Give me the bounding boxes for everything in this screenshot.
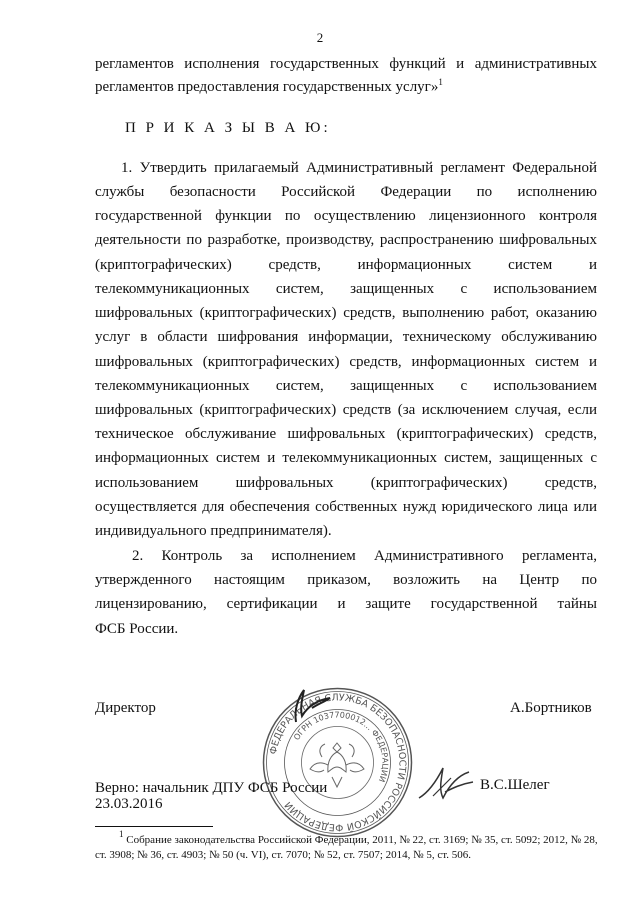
certifier-signature-icon <box>415 762 477 804</box>
item1-line: 1. Утвердить прилагаемый Административный регламент Федеральной <box>121 160 597 176</box>
footnote-line-1 <box>95 829 598 848</box>
item2-line: лицензированию, сертификации и защите государственной тайны <box>95 596 597 612</box>
footnote-ref: 1 <box>438 77 443 87</box>
item1-line: государственной функции по осуществлению лицензионного контроля <box>95 208 597 224</box>
intro-line-1: регламентов исполнения государственных функций и административных <box>95 56 597 72</box>
certifier-name: В.С.Шелег <box>480 777 550 793</box>
page-number: 2 <box>316 30 324 45</box>
footnote-divider <box>95 826 213 827</box>
footnote-text-1: Собрание законодательства Российской Федерации, 2011, № 22, ст. 3169; № 35, ст. 5092; 2012, № 28, <box>126 834 598 846</box>
item1-line: информационных систем и телекоммуникационных систем, защищенных с <box>95 450 597 466</box>
signatory-position: Директор <box>95 700 156 716</box>
item2-line: утвержденного настоящим приказом, возложить на Центр по <box>95 572 597 588</box>
item1-line: услуг в области шифрования информации, техническому обслуживанию <box>95 329 597 345</box>
certification-date: 23.03.2016 <box>95 796 163 812</box>
item1-line: шифровальных (криптографических) средств (за исключением случая, если <box>95 402 597 418</box>
item2-line: 2. Контроль за исполнением Административного регламента, <box>132 548 597 564</box>
item2-line: ФСБ России. <box>95 621 179 637</box>
certification-line: Верно: начальник ДПУ ФСБ России <box>95 780 328 796</box>
item1-line: (криптографических) средств, информационных систем и <box>95 257 597 273</box>
item1-line: шифровальных (криптографических) средств, выполнению работ, оказанию <box>95 305 597 321</box>
item1-line: использованием шифровальных (криптографических) средств, <box>95 475 597 491</box>
item1-line: осуществляется для обеспечения собственных нужд юридического лица или <box>95 499 597 515</box>
item1-line: телекоммуникационных систем, защищенных с использованием <box>95 378 597 394</box>
svg-text:ФЕДЕРАЛЬНАЯ СЛУЖБА БЕЗОПАСНОСТ: ФЕДЕРАЛЬНАЯ СЛУЖБА БЕЗОПАСНОСТИ РОССИЙСКОЙ ФЕДЕРАЦИИ <box>268 692 408 833</box>
director-signature-icon <box>284 686 344 726</box>
item1-line: шифровальных (криптографических) средств, информационных систем и <box>95 354 597 370</box>
item1-line: индивидуального предпринимателя). <box>95 523 332 539</box>
signatory-name: А.Бортников <box>510 700 592 716</box>
footnote-line-2: ст. 3908; № 36, ст. 4903; № 50 (ч. VI), ст. 7070; № 52, ст. 7507; 2014, № 5, ст. 506. <box>95 849 471 861</box>
item1-line: техническое обслуживание шифровальных (криптографических) средств, <box>95 426 597 442</box>
item1-line: службы безопасности Российской Федерации по исполнению <box>95 184 597 200</box>
item1-line: телекоммуникационных систем, защищенных с использованием <box>95 281 597 297</box>
item1-line: деятельности по разработке, производству, распространению шифровальных <box>95 232 597 248</box>
order-heading: П Р И К А З Ы В А Ю: <box>125 120 331 136</box>
footnote-marker: 1 <box>119 829 124 839</box>
intro-line-2 <box>95 78 597 96</box>
intro-line-2-text: регламентов предоставления государственных услуг» <box>95 79 439 95</box>
svg-text:ОГРН 1037700012... ФЕДЕРАЦИИ: ОГРН 1037700012... ФЕДЕРАЦИИ <box>292 710 390 784</box>
